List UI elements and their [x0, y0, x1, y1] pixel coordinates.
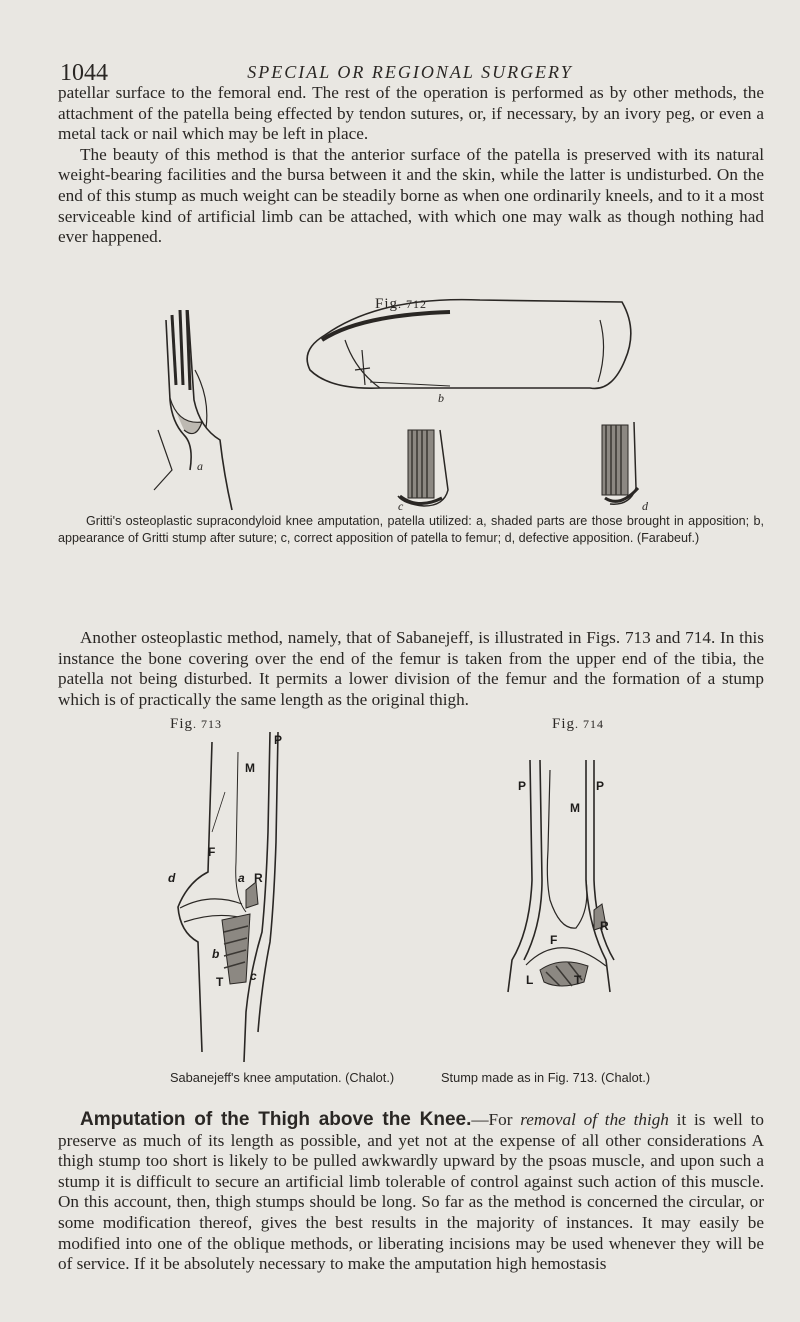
figure-714-label: Fig. 714: [552, 716, 605, 732]
fig712-label-a: a: [197, 459, 203, 473]
fig714-label-L: L: [526, 973, 534, 987]
fig712-d-drawing: [602, 422, 649, 513]
figure-714-caption: Stump made as in Fig. 713. (Chalot.): [441, 1070, 651, 1085]
figure-712-illustration: [150, 310, 670, 513]
fig714-label-R: R: [600, 919, 609, 933]
fig712-label-d: d: [642, 499, 648, 513]
fig713-label-R: R: [254, 871, 263, 885]
paragraph-sabanejeff: [58, 628, 764, 710]
fig712-a-drawing: [154, 310, 232, 510]
figure-713-caption: Sabanejeff's knee amputation. (Chalot.): [170, 1070, 395, 1085]
section-heading: Amputation of the Thigh above the Knee.: [80, 1109, 472, 1130]
fig714-label-P-left: P: [518, 779, 527, 793]
fig713-label-M: M: [245, 761, 255, 775]
fig713-label-F: F: [208, 845, 216, 859]
paragraph-patella-method: [58, 83, 764, 248]
paragraph-thigh-amputation: Amputation of the Thigh above the Knee.—For removal of the thigh it is well to preserve as much of its length as possible, and yet not at the expense of all other considerations A thigh stump too short is likely to be pulled awkwardly upward by the psoas muscle, and upon such a stump it is difficult to secure an artificial limb tolerable of control against such action of this muscle. On this account, then, thigh stumps should be long. So far as the method is concerned the circular, or some modification thereof, gives the best results in the majority of instances. It may easily be modified into one of the oblique methods, or liberating incisions may be used whenever they will be of service. If it be absolutely necessary to make the amputation high hemostasis: [58, 1109, 764, 1274]
figure-713-label: Fig. 713: [170, 716, 223, 732]
fig714-label-P-right: P: [596, 779, 605, 793]
figure-713-illustration: [150, 732, 310, 1062]
fig713-label-T: T: [216, 975, 224, 989]
fig712-label-b: b: [438, 391, 444, 405]
running-title: SPECIAL OR REGIONAL SURGERY: [247, 62, 573, 82]
figure-714-illustration: [490, 760, 650, 1000]
page-number: 1044: [60, 60, 108, 86]
paragraph-text: The beauty of this method is that the anterior surface of the patella is preserved with its natural weight-bearing facilities and the bursa between it and the skin, while the latter is undisturbed. On the end of this stump as much weight can be steadily borne as when one ordinarily kneels, and to it a most serviceable kind of artificial limb can be attached, with which one may walk as though nothing had ever happened.: [58, 144, 764, 247]
figure-712-label: Fig. 712: [375, 296, 428, 312]
fig714-label-F: F: [550, 933, 558, 947]
fig712-c-drawing: [398, 430, 448, 513]
fig714-label-T: T: [574, 973, 582, 987]
fig714-label-M: M: [570, 801, 580, 815]
figure-712-caption: Gritti's osteoplastic supracondyloid knee amputation, patella utilized: a, shaded parts are those brought in apposition; b, appearance of Gritti stump after suture; c, correct apposition of patella to femur; d, defective apposition. (Farabeuf.): [58, 514, 764, 545]
paragraph-text: patellar surface to the femoral end. The rest of the operation is performed as by other methods, the attachment of the patella being effected by tendon sutures, or, if necessary, by an ivory peg, or even a metal tack or nail which may be left in place.: [58, 83, 764, 144]
fig713-label-a: a: [238, 871, 245, 885]
fig712-label-c: c: [398, 499, 404, 513]
paragraph-text: it is well to preserve as much of its length as possible, and yet not at the expense of all other considerations A thigh stump too short is likely to be pulled awkwardly upward by the psoas muscle, and upon such a stump it is difficult to secure an artificial limb tolerable of control against such action of this muscle. On this account, then, thigh stumps should be long. So far as the method is concerned the circular, or some modification thereof, gives the best results in the majority of instances. It may easily be modified into one of the oblique methods, or liberating incisions may be used whenever they will be of service. If it be absolutely necessary to make the amputation high hemostasis: [58, 1110, 764, 1274]
fig713-label-P: P: [274, 733, 283, 747]
paragraph-text: Another osteoplastic method, namely, that of Sabanejeff, is illustrated in Figs. 713 and 714. In this instance the bone covering over the end of the femur is taken from the upper end of the tibia, the patella not being disturbed. It permits a lower division of the femur and the formation of a stump which is of practically the same length as the original thigh.: [58, 628, 764, 709]
fig713-label-d: d: [168, 871, 176, 885]
fig712-b-drawing: [307, 300, 631, 405]
fig713-label-c: c: [250, 969, 257, 983]
fig713-label-b: b: [212, 947, 220, 961]
